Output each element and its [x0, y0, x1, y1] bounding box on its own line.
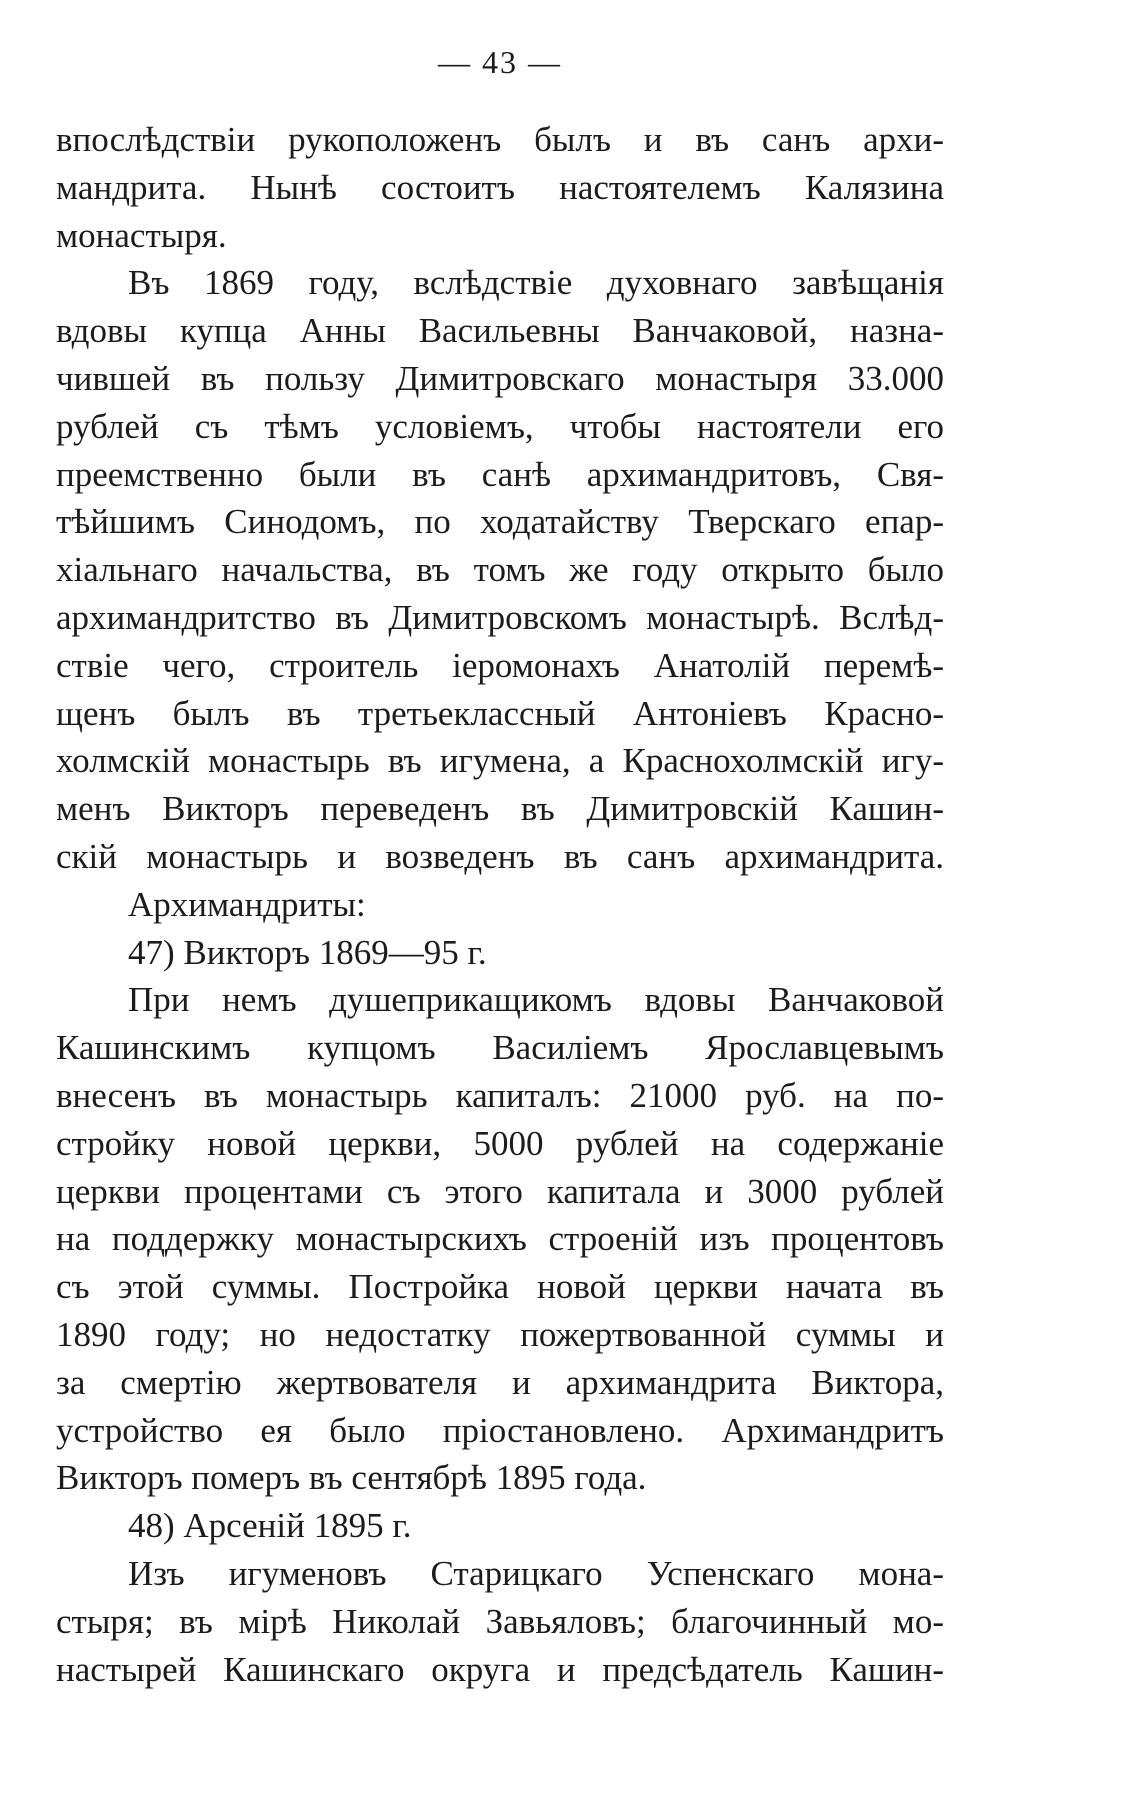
- text-line: за смертію жертвователя и архимандрита Виктора,: [56, 1362, 944, 1402]
- entry-heading: 47) Викторъ 1869—95 г.: [128, 932, 487, 972]
- text-line: При немъ душеприкащикомъ вдовы Ванчаковой: [128, 980, 944, 1020]
- text-line: настырей Кашинскаго округа и предсѣдатель Кашин-: [56, 1649, 944, 1689]
- text-line: Изъ игуменовъ Старицкаго Успенскаго мона-: [128, 1553, 944, 1593]
- text-line: внесенъ въ монастырь капиталъ: 21000 руб. на по-: [56, 1075, 944, 1115]
- text-line: чившей въ пользу Димитровскаго монастыря 33.000: [56, 358, 944, 398]
- text-line: 1890 году; но недостатку пожертвованной суммы и: [56, 1314, 944, 1354]
- entry-heading: 48) Арсеній 1895 г.: [128, 1506, 412, 1546]
- text-line: Кашинскимъ купцомъ Василіемъ Ярославцевымъ: [56, 1028, 944, 1068]
- text-line: преемственно были въ санѣ архимандритовъ, Свя-: [56, 454, 944, 494]
- text-line: холмскій монастырь въ игумена, а Краснохолмскій игу-: [56, 741, 944, 781]
- text-line: на поддержку монастырскихъ строеній изъ процентовъ: [56, 1219, 944, 1259]
- text-line: устройство ея было пріостановлено. Архимандритъ: [56, 1410, 944, 1450]
- text-line: Въ 1869 году, вслѣдствіе духовнаго завѣщанія: [128, 263, 944, 303]
- text-line: рублей съ тѣмъ условіемъ, чтобы настоятели его: [56, 406, 944, 446]
- text-line: скій монастырь и возведенъ въ санъ архимандрита.: [56, 836, 944, 876]
- text-line: архимандритство въ Димитровскомъ монастырѣ. Вслѣд-: [56, 597, 944, 637]
- page-body-text: [56, 116, 944, 1693]
- text-line: съ этой суммы. Постройка новой церкви начата въ: [56, 1267, 944, 1307]
- text-line: ствіе чего, строитель іеромонахъ Анатолій перемѣ-: [56, 645, 944, 685]
- text-line: хіальнаго начальства, въ томъ же году открыто было: [56, 550, 944, 590]
- text-line: стройку новой церкви, 5000 рублей на содержаніе: [56, 1123, 944, 1163]
- section-label: Архимандриты:: [128, 884, 366, 924]
- text-line: стыря; въ мірѣ Николай Завьяловъ; благочинный мо-: [56, 1601, 944, 1641]
- text-line: менъ Викторъ переведенъ въ Димитровскій Кашин-: [56, 789, 944, 829]
- page-number: — 43 —: [438, 44, 562, 80]
- text-line: щенъ былъ въ третьеклассный Антоніевъ Красно-: [56, 693, 944, 733]
- text-line: Викторъ померъ въ сентябрѣ 1895 года.: [56, 1458, 647, 1498]
- text-line: вдовы купца Анны Васильевны Ванчаковой, назна-: [56, 311, 944, 351]
- text-line: тѣйшимъ Синодомъ, по ходатайству Тверскаго епар-: [56, 502, 944, 542]
- text-line: церкви процентами съ этого капитала и 3000 рублей: [56, 1171, 944, 1211]
- text-line: мандрита. Нынѣ состоитъ настоятелемъ Калязина: [56, 167, 944, 207]
- text-line: монастыря.: [56, 215, 227, 255]
- text-line: впослѣдствіи рукоположенъ былъ и въ санъ архи-: [56, 120, 944, 159]
